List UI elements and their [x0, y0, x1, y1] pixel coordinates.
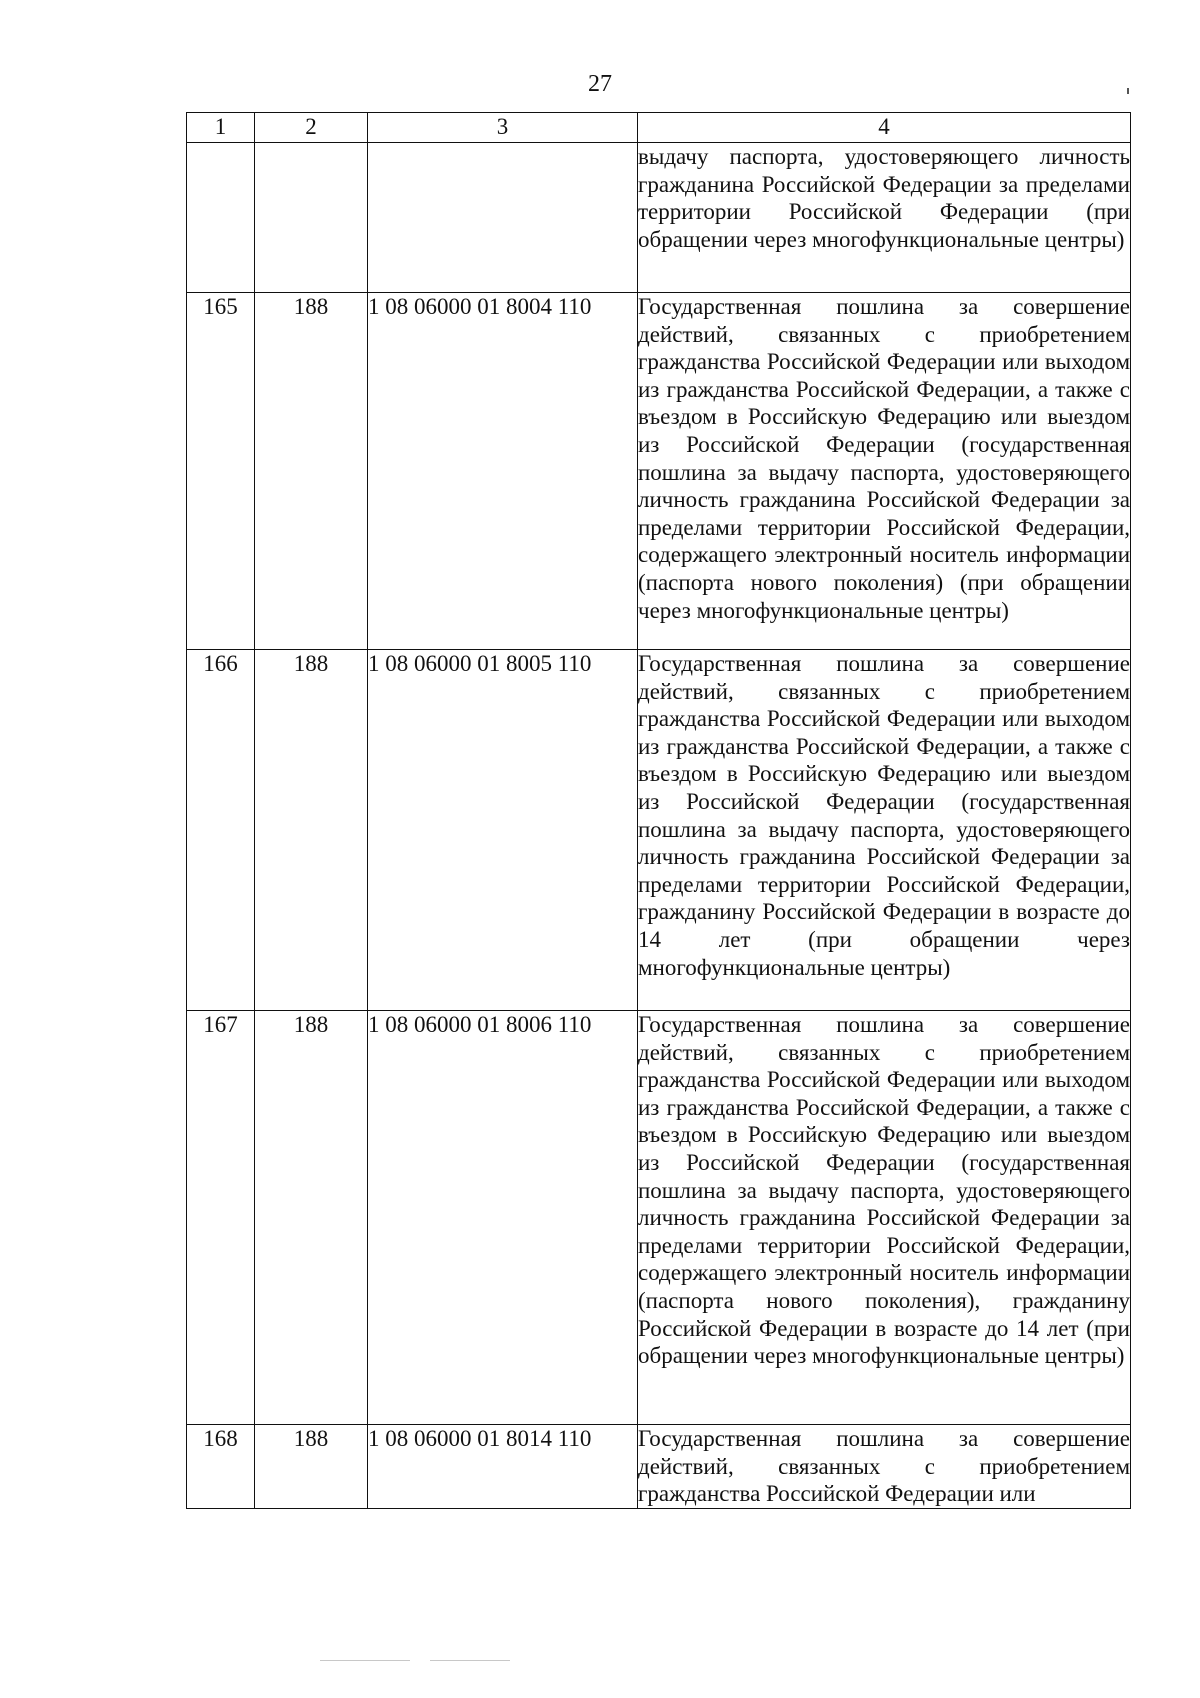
kbk-code: 1 08 06000 01 8004 110	[368, 293, 638, 650]
row-number: 167	[187, 1011, 255, 1425]
table-row	[187, 293, 1131, 650]
fee-description: Государственная пошлина за совершение действий, связанных с приобретением гражданства Российской Федерации или выходом из гражданства Российской Федерации, а также с въездом в Российскую Федерацию или выездом из Российской Федерации (государственная пошлина за выдачу паспорта, удостоверяющего личность гражданина Российской Федерации за пределами территории Российской Федерации, содержащего электронный носитель информации (паспорта нового поколения) (при обращении через многофункциональные центры)	[638, 293, 1131, 650]
page-number: 27	[588, 71, 612, 97]
scan-artifact	[430, 1660, 510, 1661]
table-row	[187, 1011, 1131, 1425]
fees-table	[186, 112, 1131, 1509]
header-col-3: 3	[368, 113, 638, 143]
admin-code: 188	[255, 650, 368, 1011]
kbk-code	[368, 143, 638, 293]
scan-mark	[1127, 88, 1129, 94]
kbk-code: 1 08 06000 01 8005 110	[368, 650, 638, 1011]
header-col-1: 1	[187, 113, 255, 143]
fee-description: выдачу паспорта, удостоверяющего личность гражданина Российской Федерации за пределами территории Российской Федерации (при обращении через многофункциональные центры)	[638, 143, 1131, 293]
row-number: 165	[187, 293, 255, 650]
fee-description: Государственная пошлина за совершение действий, связанных с приобретением гражданства Российской Федерации или	[638, 1425, 1131, 1509]
kbk-code: 1 08 06000 01 8006 110	[368, 1011, 638, 1425]
admin-code	[255, 143, 368, 293]
scan-artifact	[320, 1660, 410, 1661]
table-row	[187, 650, 1131, 1011]
admin-code: 188	[255, 1425, 368, 1509]
header-col-4: 4	[638, 113, 1131, 143]
row-number: 166	[187, 650, 255, 1011]
header-col-2: 2	[255, 113, 368, 143]
row-number	[187, 143, 255, 293]
fee-description: Государственная пошлина за совершение действий, связанных с приобретением гражданства Российской Федерации или выходом из гражданства Российской Федерации, а также с въездом в Российскую Федерацию или выездом из Российской Федерации (государственная пошлина за выдачу паспорта, удостоверяющего личность гражданина Российской Федерации за пределами территории Российской Федерации, гражданину Российской Федерации в возрасте до 14 лет (при обращении через многофункциональные центры)	[638, 650, 1131, 1011]
admin-code: 188	[255, 293, 368, 650]
table-row	[187, 1425, 1131, 1509]
fee-description: Государственная пошлина за совершение действий, связанных с приобретением гражданства Российской Федерации или выходом из гражданства Российской Федерации, а также с въездом в Российскую Федерацию или выездом из Российской Федерации (государственная пошлина за выдачу паспорта, удостоверяющего личность гражданина Российской Федерации за пределами территории Российской Федерации, содержащего электронный носитель информации (паспорта нового поколения), гражданину Российской Федерации в возрасте до 14 лет (при обращении через многофункциональные центры)	[638, 1011, 1131, 1425]
row-number: 168	[187, 1425, 255, 1509]
table-header-row	[187, 113, 1131, 143]
admin-code: 188	[255, 1011, 368, 1425]
kbk-code: 1 08 06000 01 8014 110	[368, 1425, 638, 1509]
table-row	[187, 143, 1131, 293]
